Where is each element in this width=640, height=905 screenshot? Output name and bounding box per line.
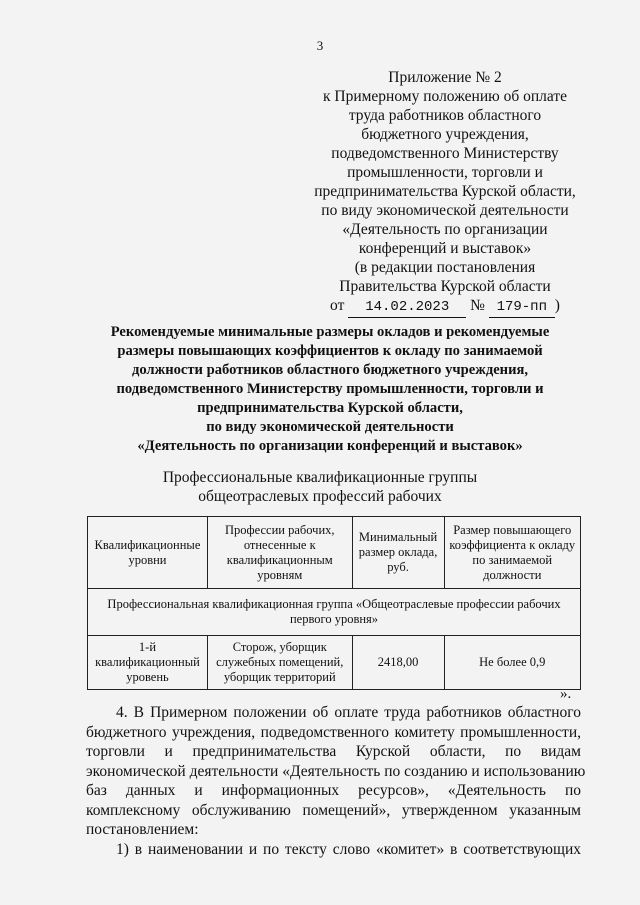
closing-quote: ». — [560, 686, 572, 702]
heading-line: по виду экономической деятельности — [206, 419, 454, 435]
section-subheading — [60, 468, 580, 506]
body-line: торговли и предпринимательства Курской области, по видам — [86, 743, 581, 760]
appendix-line: Правительства Курской области — [339, 278, 551, 295]
subheading-line: Профессиональные квалификационные группы — [162, 469, 478, 486]
appendix-line: подведомственного Министерству — [331, 145, 559, 162]
table-group-row — [88, 589, 581, 636]
heading-line: размеры повышающих коэффициентов к окладу по занимаемой — [117, 343, 543, 359]
document-heading — [60, 323, 600, 456]
header-levels: Квалификационные уровни — [88, 517, 208, 589]
body-line: бюджетного учреждения, подведомственного комитету промышленности, — [86, 723, 581, 741]
appendix-line: труда работников областного — [348, 107, 542, 124]
decree-date: 14.02.2023 — [348, 298, 466, 318]
date-prefix: от — [330, 297, 345, 314]
decree-number: 179-пп — [489, 298, 555, 318]
heading-line: «Деятельность по организации конференций и выставок» — [137, 438, 523, 454]
body-line: комплексному обслуживанию помещений», утвержденном указанным — [86, 801, 581, 819]
appendix-line: (в редакции постановления — [354, 259, 536, 276]
heading-line: предпринимательства Курской области, — [197, 400, 463, 416]
header-coefficient: Размер повышающего коэффициента к окладу по занимаемой должности — [444, 517, 580, 589]
appendix-block — [300, 68, 590, 318]
heading-line: должности работников областного бюджетного учреждения, — [131, 362, 529, 378]
appendix-line: промышленности, торговли и — [347, 164, 543, 181]
cell-level: 1-й квалификационный уровень — [88, 636, 208, 690]
heading-line: Рекомендуемые минимальные размеры окладов и рекомендуемые — [110, 324, 550, 340]
header-salary: Минимальный размер оклада, руб. — [352, 517, 444, 589]
heading-line: подведомственного Министерству промышленности, торговли и — [116, 381, 544, 397]
header-professions: Профессии рабочих, отнесенные к квалификационным уровням — [207, 517, 352, 589]
body-line: баз данных и информационных ресурсов», «Деятельность по — [86, 782, 581, 799]
appendix-line: «Деятельность по организации — [342, 221, 548, 238]
appendix-line: предпринимательства Курской области, — [314, 183, 576, 200]
table-header-row — [88, 517, 581, 589]
appendix-title: Приложение № 2 — [388, 69, 502, 86]
salary-table — [87, 516, 581, 690]
cell-professions: Сторож, уборщик служебных помещений, уборщик территорий — [207, 636, 352, 690]
group-title: Профессиональная квалификационная группа «Общеотраслевые профессии рабочих первого уровня» — [88, 589, 581, 636]
cell-salary: 2418,00 — [352, 636, 444, 690]
appendix-line: бюджетного учреждения, — [361, 126, 529, 143]
table-row — [88, 636, 581, 690]
appendix-line: по виду экономической деятельности — [321, 202, 569, 219]
body-paragraph — [86, 703, 586, 859]
appendix-line: конференций и выставок» — [358, 240, 532, 257]
appendix-line: к Примерному положению об оплате — [322, 88, 568, 105]
decree-date-line — [300, 296, 590, 318]
body-line: 4. В Примерном положении об оплате труда работников областного — [116, 704, 581, 721]
number-prefix: № — [470, 297, 485, 314]
cell-coefficient: Не более 0,9 — [444, 636, 580, 690]
body-line: постановлением: — [86, 821, 199, 838]
body-line: 1) в наименовании и по тексту слово «комитет» в соответствующих — [116, 840, 581, 858]
body-line: экономической деятельности «Деятельность по созданию и использованию — [86, 762, 586, 780]
subheading-line: общеотраслевых профессий рабочих — [198, 488, 442, 505]
close-paren: ) — [554, 297, 560, 314]
page-number: 3 — [316, 38, 324, 53]
